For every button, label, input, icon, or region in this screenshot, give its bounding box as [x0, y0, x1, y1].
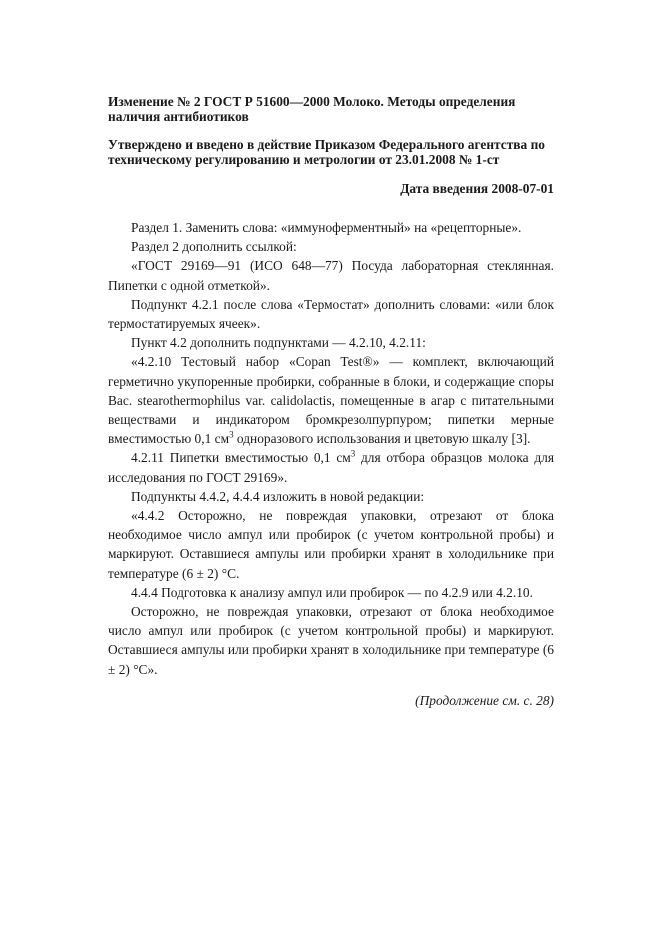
- paragraph-4-2-11: [108, 448, 554, 486]
- paragraph-4-4: Подпункты 4.4.2, 4.4.4 изложить в новой редакции:: [131, 488, 425, 504]
- document-title: [108, 94, 554, 124]
- paragraph-4-2-11-tail: для отбора образцов молока для исследования по ГОСТ 29169».: [108, 450, 554, 485]
- title-line-1: Изменение № 2 ГОСТ Р 51600—2000 Молоко. Методы определения: [108, 94, 516, 109]
- continuation-note: (Продолжение см. с. 28): [415, 692, 554, 708]
- document-page: [108, 94, 554, 709]
- paragraph-4-2-1: Подпункт 4.2.1 после слова «Термостат» дополнить словами: «или блок термостатируемых ячеек».: [108, 296, 554, 332]
- paragraph-4-4-4: 4.4.4 Подготовка к анализу ампул или пробирок — по 4.2.9 или 4.2.10.: [131, 584, 533, 600]
- paragraph-section-2: Раздел 2 дополнить ссылкой:: [131, 239, 297, 255]
- paragraph-4-2-11-text: 4.2.11 Пипетки вместимостью 0,1 см: [131, 450, 351, 466]
- paragraph-section-1: Раздел 1. Заменить слова: «иммуноферментный» на «рецепторные».: [131, 220, 522, 235]
- paragraph-4-4-2: «4.4.2 Осторожно, не повреждая упаковки, отрезают от блока необходимое число ампул или пробирок (с учетом контрольной пробы) и маркируют. Оставшиеся ампулы или пробирки хранят в холодильнике при температуре (6 ± 2) °С.: [108, 508, 554, 581]
- paragraph-4-2-10-text: «4.2.10 Тестовый набор «Copan Test®» — комплект, включающий герметично укупоренные пробирки, собранные в блоки, и содержащие споры Bac. stearothermophilus var. calidolactis, помещенные в агар с питательными веществами и индикатором бромкрезолпурпуром; пипетки мерные вместимостью 0,1 см: [108, 354, 554, 447]
- paragraph-4-2-10: [108, 352, 554, 448]
- superscript-cube: 3: [350, 448, 356, 459]
- approval-line-2: техническому регулированию и метрологии от 23.01.2008 № 1-ст: [108, 152, 500, 167]
- superscript-cube: 3: [229, 429, 234, 440]
- title-line-2: наличия антибиотиков: [108, 109, 249, 124]
- paragraph-4-2-10-tail: одноразового использования и цветовую шкалу [3].: [233, 431, 531, 447]
- approval-line-1: Утверждено и введено в действие Приказом Федерального агентства по: [108, 137, 545, 152]
- paragraph-4-4-4-body: Осторожно, не повреждая упаковки, отрезают от блока необходимое число ампул или пробирок (с учетом контрольной пробы) и маркируют. Оставшиеся ампулы или пробирки хранят в холодильнике при температуре (6 ± 2) °С».: [108, 604, 554, 677]
- approval-statement: [108, 137, 554, 167]
- effective-date: Дата введения 2008-07-01: [400, 181, 554, 196]
- paragraph-gost-reference: «ГОСТ 29169—91 (ИСО 648—77) Посуда лабораторная стеклянная. Пипетки с одной отметкой».: [108, 258, 554, 293]
- document-body: [108, 218, 554, 679]
- paragraph-4-2: Пункт 4.2 дополнить подпунктами — 4.2.10, 4.2.11:: [131, 335, 426, 351]
